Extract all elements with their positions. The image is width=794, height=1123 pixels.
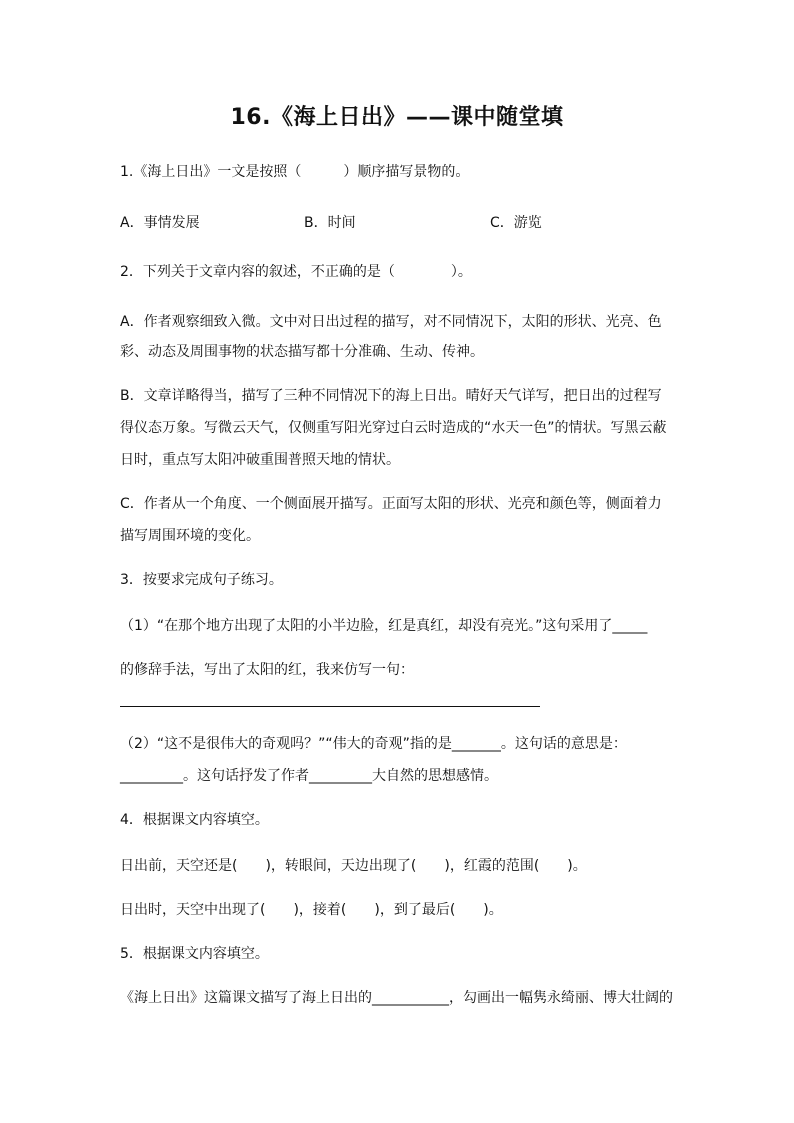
option-b: B．时间 — [304, 215, 356, 231]
question-1-options — [120, 212, 680, 232]
question-4: 4．根据课文内容填空。 — [120, 812, 269, 828]
option-c: C．游览 — [490, 215, 542, 231]
q2-option-a-line-2: 彩、动态及周围事物的状态描写都十分准确、生动、传神。 — [120, 344, 484, 360]
question-3: 3．按要求完成句子练习。 — [120, 572, 283, 588]
q2-option-b-line-2: 得仪态万象。写微云天气，仅侧重写阳光穿过白云时造成的“水天一色”的情状。写黑云蔽 — [120, 420, 667, 436]
q3-sentence-1-line-2: 的修辞手法，写出了太阳的红，我来仿写一句： — [120, 662, 414, 678]
q2-option-b-line-1: B．文章详略得当，描写了三种不同情况下的海上日出。晴好天气详写，把日出的过程写 — [120, 388, 662, 404]
q4-line-1: 日出前，天空还是( )，转眼间，天边出现了( )，红霞的范围( )。 — [120, 858, 587, 874]
q2-option-a-line-1: A．作者观察细致入微。文中对日出过程的描写，对不同情况下，太阳的形状、光亮、色 — [120, 314, 662, 330]
question-2: 2．下列关于文章内容的叙述，不正确的是（ ）。 — [120, 264, 472, 280]
q3-sentence-2-line-2: _________。这句话抒发了作者_________大自然的思想感情。 — [120, 768, 498, 784]
question-1: 1.《海上日出》一文是按照（ ）顺序描写景物的。 — [120, 164, 470, 180]
q2-option-c-line-1: C．作者从一个角度、一个侧面展开描写。正面写太阳的形状、光亮和颜色等，侧面着力 — [120, 496, 662, 512]
q2-option-b-line-3: 日时，重点写太阳冲破重围普照天地的情状。 — [120, 452, 400, 468]
page-title: 16.《海上日出》——课中随堂填 — [230, 105, 564, 130]
q4-line-2: 日出时，天空中出现了( )，接着( )，到了最后( )。 — [120, 902, 503, 918]
q3-sentence-1-line-1: （1）“在那个地方出现了太阳的小半边脸，红是真红，却没有亮光。”这句采用了_____ — [120, 618, 648, 634]
question-5: 5．根据课文内容填空。 — [120, 946, 269, 962]
q3-sentence-2-line-1: （2）“这不是很伟大的奇观吗？”“伟大的奇观”指的是_______。这句话的意思是： — [120, 736, 627, 752]
option-a: A．事情发展 — [120, 215, 200, 231]
q2-option-c-line-2: 描写周围环境的变化。 — [120, 528, 260, 544]
answer-blank-line — [120, 706, 540, 707]
q5-line-1: 《海上日出》这篇课文描写了海上日出的___________，勾画出一幅隽永绮丽、博大壮阔的 — [120, 990, 673, 1006]
